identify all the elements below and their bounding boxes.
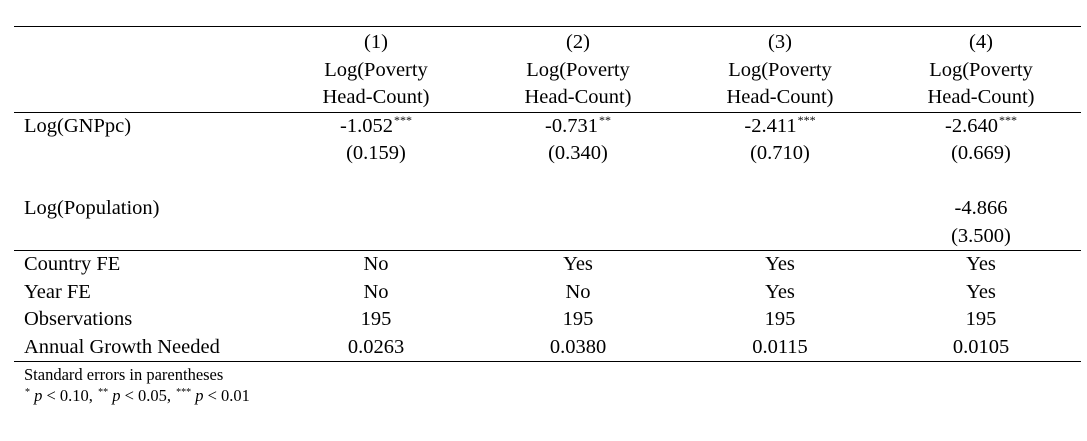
se-gnppc-3: (0.710) (750, 142, 810, 164)
coef-value: -0.731 (545, 114, 598, 137)
col-depvar-3-line1: Log(Poverty (728, 58, 832, 81)
row-label-year-fe: Year FE (24, 280, 91, 303)
empty-cell (275, 223, 477, 251)
p-symbol-2: p (112, 386, 121, 405)
country-fe-3: Yes (679, 251, 881, 279)
empty-cell (14, 223, 275, 251)
year-fe-3: Yes (765, 280, 795, 303)
row-gnppc-coef (14, 112, 1081, 140)
coef-gnppc-3 (679, 112, 881, 140)
growth-1: 0.0263 (275, 334, 477, 362)
observations-2: 195 (562, 308, 594, 330)
row-label-population: Log(Population) (24, 197, 160, 219)
row-label-gnppc: Log(GNPpc) (24, 114, 132, 137)
header-row-numbers (14, 27, 1081, 57)
empty-cell (477, 195, 679, 223)
header-empty-cell (14, 57, 275, 85)
country-fe-1: No (275, 251, 477, 279)
se-gnppc-4: (0.669) (951, 142, 1011, 164)
row-gnppc-se (14, 140, 1081, 168)
row-year-fe (14, 279, 1081, 307)
threshold-1: < 0.10, (42, 386, 98, 405)
regression-table-container (14, 26, 1081, 362)
col-number-1: (1) (275, 27, 477, 57)
empty-cell (14, 140, 275, 168)
coef-gnppc-2 (477, 112, 679, 140)
observations-1: 195 (360, 308, 392, 330)
header-empty-cell (14, 84, 275, 112)
growth-2: 0.0380 (477, 334, 679, 362)
growth-3: 0.0115 (679, 334, 881, 362)
header-row-depvar-line1 (14, 57, 1081, 85)
col-number-3: (3) (679, 27, 881, 57)
row-label-observations: Observations (24, 308, 133, 330)
threshold-3: < 0.01 (203, 386, 250, 405)
col-depvar-3-line2: Head-Count) (679, 84, 881, 112)
country-fe-4: Yes (881, 251, 1081, 279)
row-population-coef (14, 195, 1081, 223)
note-significance-levels (24, 385, 250, 406)
se-population-4: (3.500) (951, 224, 1011, 247)
year-fe-2: No (565, 280, 591, 303)
threshold-2: < 0.05, (120, 386, 176, 405)
star-2: ** (98, 387, 109, 398)
spacer-cell (14, 168, 1081, 196)
row-label-country-fe: Country FE (14, 251, 275, 279)
col-number-4: (4) (881, 27, 1081, 57)
header-empty-cell (14, 27, 275, 57)
country-fe-2: Yes (477, 251, 679, 279)
coef-value: -1.052 (340, 114, 393, 137)
col-depvar-4-line1: Log(Poverty (929, 58, 1033, 81)
row-population-se (14, 223, 1081, 251)
p-symbol-1: p (34, 386, 43, 405)
year-fe-4: Yes (966, 280, 996, 303)
col-depvar-2-line2: Head-Count) (477, 84, 679, 112)
p-symbol-3: p (195, 386, 204, 405)
se-gnppc-2: (0.340) (548, 142, 608, 164)
star-3: *** (176, 387, 192, 398)
year-fe-1: No (363, 280, 389, 303)
row-label-annual-growth: Annual Growth Needed (14, 334, 275, 362)
coef-population-4: -4.866 (954, 197, 1008, 219)
col-depvar-2-line1: Log(Poverty (526, 58, 630, 81)
significance-stars: *** (393, 112, 412, 127)
empty-cell (477, 223, 679, 251)
empty-cell (275, 195, 477, 223)
star-1: * (25, 387, 30, 398)
col-depvar-4-line2: Head-Count) (881, 84, 1081, 112)
growth-4: 0.0105 (881, 334, 1081, 362)
coef-value: -2.640 (945, 114, 998, 137)
header-row-depvar-line2 (14, 84, 1081, 112)
observations-3: 195 (764, 308, 796, 330)
significance-stars: *** (998, 112, 1017, 127)
note-standard-errors: Standard errors in parentheses (24, 365, 224, 384)
observations-4: 195 (965, 308, 997, 330)
empty-cell (679, 195, 881, 223)
col-depvar-1-line1: Log(Poverty (324, 58, 428, 81)
coef-gnppc-4 (881, 112, 1081, 140)
spacer-row (14, 168, 1081, 196)
empty-cell (679, 223, 881, 251)
row-annual-growth (14, 334, 1081, 362)
coef-gnppc-1 (275, 112, 477, 140)
row-observations (14, 306, 1081, 334)
regression-table (14, 26, 1081, 362)
coef-value: -2.411 (744, 114, 797, 137)
col-number-2: (2) (477, 27, 679, 57)
significance-stars: *** (797, 112, 816, 127)
se-gnppc-1: (0.159) (346, 142, 406, 164)
table-notes (24, 364, 250, 406)
row-country-fe (14, 251, 1081, 279)
significance-stars: ** (598, 112, 611, 127)
col-depvar-1-line2: Head-Count) (275, 84, 477, 112)
